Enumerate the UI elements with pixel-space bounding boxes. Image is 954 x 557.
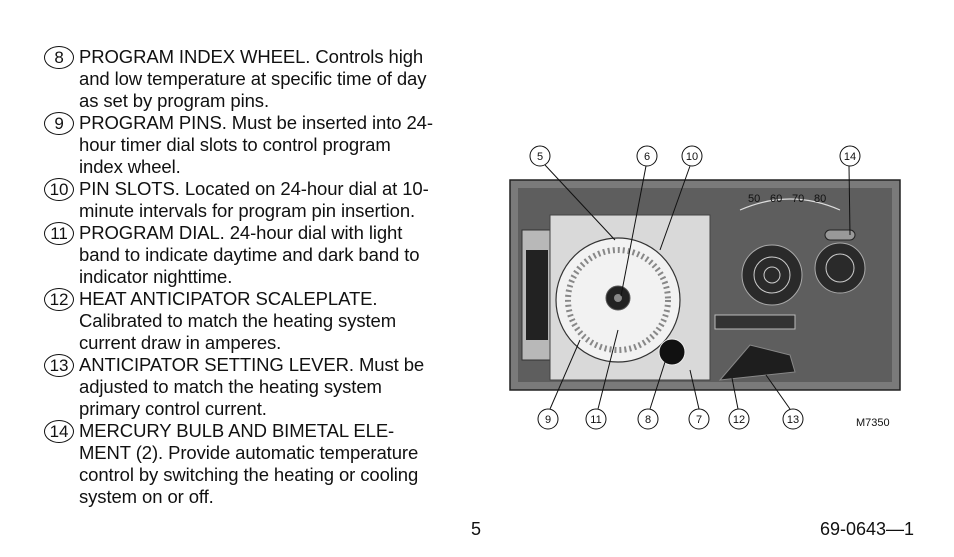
- item-line: PROGRAM INDEX WHEEL. Controls high: [79, 46, 424, 67]
- scale-label: 60: [770, 193, 783, 205]
- svg-text:7: 7: [695, 414, 703, 426]
- scale-label: 80: [814, 193, 827, 205]
- thermostat-illustration: [500, 140, 910, 440]
- item-line: control by switching the heating or cooling: [79, 464, 419, 485]
- item-line: primary control current.: [79, 398, 267, 419]
- item-12: [44, 288, 474, 354]
- scale-label: 50: [748, 193, 761, 205]
- item-line: ANTICIPATOR SETTING LEVER. Must be: [79, 354, 425, 375]
- item-line: Calibrated to match the heating system: [79, 310, 397, 331]
- callout-number: 11: [44, 222, 74, 245]
- svg-text:8: 8: [644, 414, 652, 426]
- scale-label: 70: [792, 193, 805, 205]
- svg-text:5: 5: [536, 151, 544, 163]
- svg-text:12: 12: [732, 414, 746, 426]
- item-line: HEAT ANTICIPATOR SCALEPLATE.: [79, 288, 378, 309]
- document-number: 69-0643—1: [820, 519, 915, 539]
- item-line: MENT (2). Provide automatic temperature: [79, 442, 419, 463]
- item-10: [44, 178, 474, 222]
- item-line: minute intervals for program pin insertion.: [79, 200, 416, 221]
- svg-text:9: 9: [544, 414, 552, 426]
- item-line: PROGRAM DIAL. 24-hour dial with light: [79, 222, 403, 243]
- item-line: system on or off.: [79, 486, 214, 507]
- callout-number: 9: [44, 112, 74, 135]
- item-line: hour timer dial slots to control program: [79, 134, 391, 155]
- item-line: current draw in amperes.: [79, 332, 282, 353]
- item-8: [44, 46, 474, 112]
- item-line: as set by program pins.: [79, 90, 269, 111]
- svg-text:14: 14: [843, 151, 857, 163]
- item-14: [44, 420, 474, 508]
- item-line: PROGRAM PINS. Must be inserted into 24-: [79, 112, 433, 133]
- callout-number: 13: [44, 354, 74, 377]
- svg-text:6: 6: [643, 151, 651, 163]
- callout-number: 8: [44, 46, 74, 69]
- callout-number: 10: [44, 178, 74, 201]
- item-13: [44, 354, 474, 420]
- item-line: and low temperature at specific time of day: [79, 68, 427, 89]
- item-line: adjusted to match the heating system: [79, 376, 382, 397]
- component-descriptions: [44, 46, 474, 508]
- figure-id: M7350: [856, 417, 890, 429]
- svg-text:11: 11: [590, 414, 602, 426]
- callout-number: 14: [44, 420, 74, 443]
- item-11: [44, 222, 474, 288]
- item-line: PIN SLOTS. Located on 24-hour dial at 10-: [79, 178, 429, 199]
- item-line: MERCURY BULB AND BIMETAL ELE-: [79, 420, 395, 441]
- callout-number: 12: [44, 288, 74, 311]
- item-line: indicator nighttime.: [79, 266, 233, 287]
- page-number: 5: [471, 519, 482, 539]
- svg-text:10: 10: [685, 151, 699, 163]
- item-line: band to indicate daytime and dark band to: [79, 244, 420, 265]
- svg-text:13: 13: [786, 414, 800, 426]
- item-9: [44, 112, 474, 178]
- item-line: index wheel.: [79, 156, 181, 177]
